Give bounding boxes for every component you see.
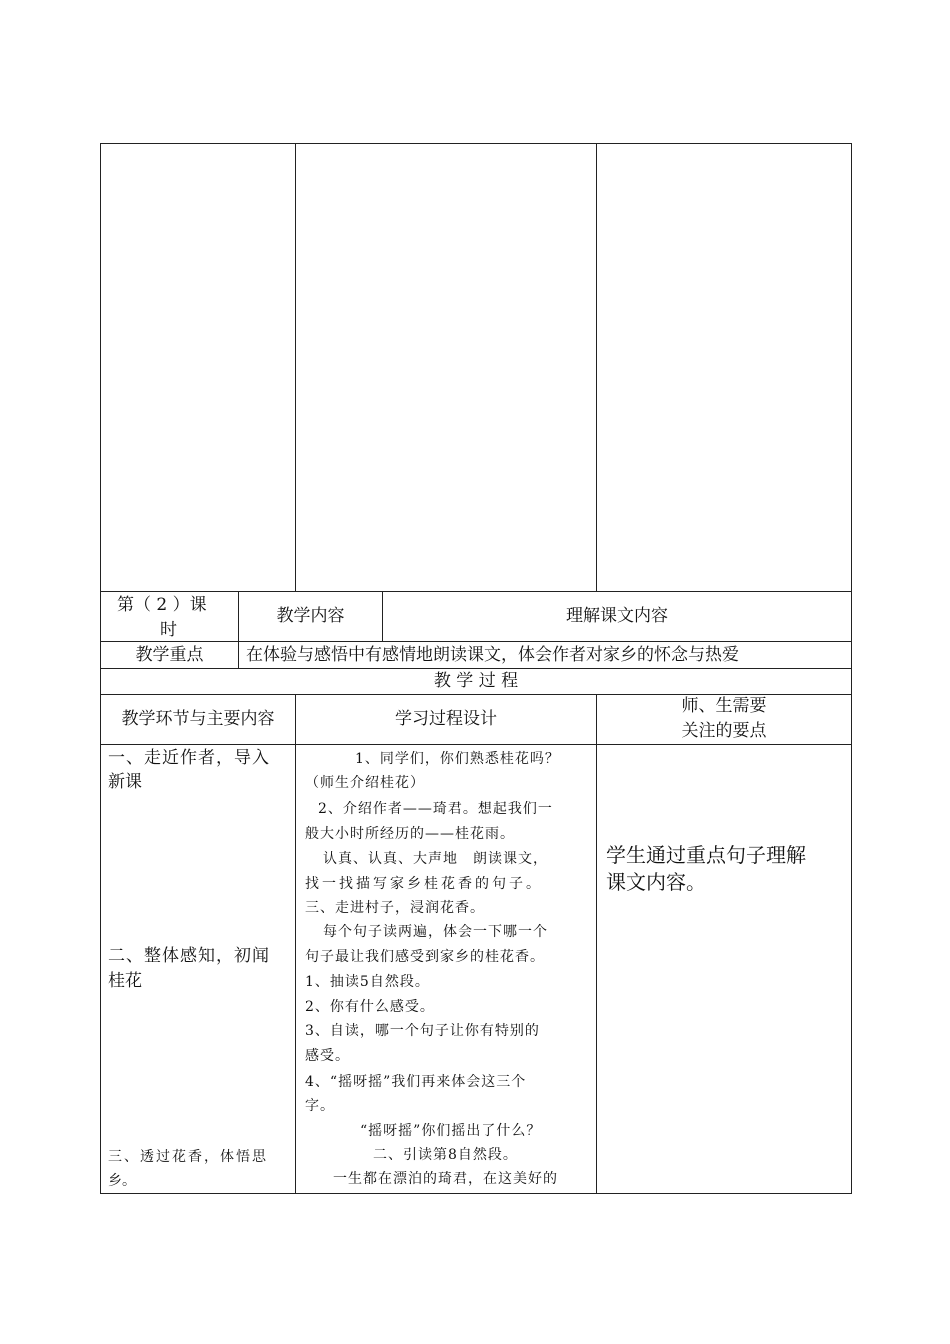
- process-line: （师生介绍桂花）: [305, 775, 425, 791]
- table-divider: [100, 641, 852, 642]
- focus-label: 教学重点: [135, 645, 204, 665]
- process-line: 每个句子读两遍，体会一下哪一个: [323, 924, 548, 940]
- section-3-line1: 三、透过花香，体悟思: [108, 1149, 268, 1165]
- process-line: 般大小时所经历的——桂花雨。: [305, 826, 515, 842]
- key-points-line2: 课文内容。: [606, 870, 706, 894]
- table-divider: [100, 668, 852, 669]
- process-line: 2、介绍作者——琦君。想起我们一: [318, 801, 553, 817]
- process-line: 句子最让我们感受到家乡的桂花香。: [305, 949, 545, 965]
- header-sections: 教学环节与主要内容: [121, 709, 275, 729]
- header-key-points-line2: 关注的要点: [681, 721, 767, 741]
- process-line: “摇呀摇”你们摇出了什么？: [360, 1123, 542, 1139]
- header-process: 学习过程设计: [395, 709, 497, 729]
- key-points-line1: 学生通过重点句子理解: [606, 843, 806, 867]
- column-divider: [295, 694, 296, 1194]
- section-3-line2: 乡。: [108, 1173, 136, 1189]
- period-label-line1: 第（ 2 ）课: [117, 595, 207, 615]
- section-2-line2: 桂花: [108, 971, 142, 991]
- column-divider: [596, 143, 597, 592]
- column-divider: [596, 694, 597, 1194]
- content-label: 教学内容: [276, 606, 345, 626]
- table-divider: [100, 744, 852, 745]
- period-label-line2: 时: [160, 620, 177, 640]
- section-1-line2: 新课: [108, 772, 142, 792]
- process-line: 二、引读第8自然段。: [373, 1147, 518, 1163]
- table-divider: [100, 694, 852, 695]
- process-line: 1、同学们，你们熟悉桂花吗？: [355, 751, 560, 767]
- process-title: 教 学 过 程: [433, 671, 519, 691]
- process-line: 感受。: [305, 1048, 350, 1064]
- process-line: 1、抽读5自然段。: [305, 974, 430, 990]
- process-line: 找一找描写家乡桂花香的句子。: [305, 876, 543, 892]
- section-1-line1: 一、走近作者，导入: [108, 748, 270, 768]
- process-line: 三、走进村子，浸润花香。: [305, 900, 485, 916]
- column-divider: [295, 143, 296, 592]
- table-border-bottom: [100, 1193, 852, 1194]
- table-border-top: [100, 143, 852, 144]
- process-line: 一生都在漂泊的琦君，在这美好的: [333, 1171, 558, 1187]
- content-value: 理解课文内容: [566, 606, 668, 626]
- section-2-line1: 二、整体感知，初闻: [108, 946, 270, 966]
- table-divider: [100, 591, 852, 592]
- header-key-points-line1: 师、生需要: [681, 696, 767, 716]
- process-line: 2、你有什么感受。: [305, 999, 435, 1015]
- table-border-right: [851, 143, 852, 1194]
- process-line: 3、自读，哪一个句子让你有特别的: [305, 1023, 540, 1039]
- column-divider: [238, 591, 239, 669]
- focus-value: 在体验与感悟中有感情地朗读课文，体会作者对家乡的怀念与热爱: [246, 645, 739, 665]
- process-line: 4、“摇呀摇”我们再来体会这三个: [305, 1074, 527, 1090]
- process-line: 字。: [305, 1098, 335, 1114]
- table-border-left: [100, 143, 101, 1194]
- process-line: 认真、认真、大声地 朗读课文，: [323, 851, 548, 867]
